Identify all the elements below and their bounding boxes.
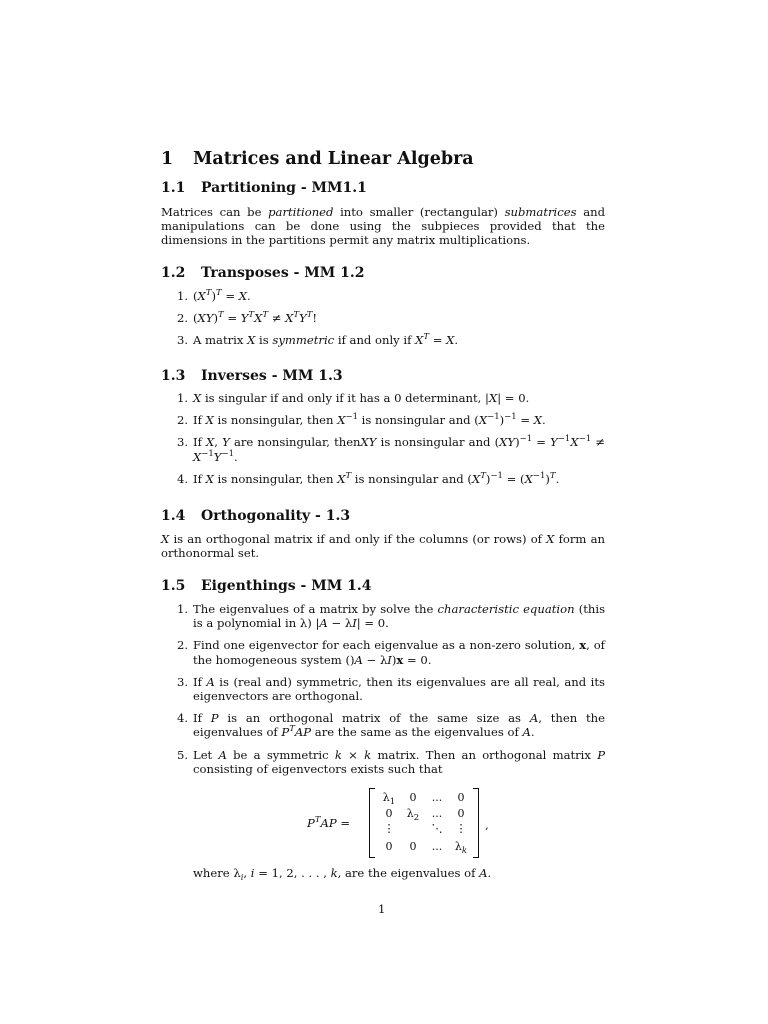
- right-bracket: [473, 788, 479, 858]
- subsection-title: Partitioning - MM1.1: [201, 180, 367, 196]
- diagonal-matrix: [369, 788, 479, 856]
- list-item: 3. If X, Y are nonsingular, thenXY is nonsingular and $(XY)^{-1} = Y^{-1}X^{-1} \ne X^{-1}Y^{-1}$.: [177, 434, 606, 464]
- matrix-cell: $\lambda_k$: [454, 840, 468, 856]
- matrix-comma: ,: [485, 818, 489, 832]
- matrix-cell: 0: [409, 840, 417, 853]
- eigen-matrix-equation: [161, 788, 605, 858]
- orthogonality-paragraph: X is an orthogonal matrix if and only if the columns (or rows) of X form an orthonormal set.: [161, 532, 605, 561]
- list-item: 1. $(X^T)^T = X$.: [177, 288, 251, 303]
- section-title: Matrices and Linear Algebra: [193, 149, 474, 169]
- matrix-cell: $\lambda_2$: [406, 807, 420, 823]
- matrix-cell: 0: [409, 791, 417, 804]
- eigenthings-list: [161, 602, 605, 776]
- subsection-heading-transposes: 1.2 Transposes - MM 1.2: [161, 265, 365, 281]
- list-item: 3. If A is (real and) symmetric, then its eigenvalues are all real, and its eigenvectors are orthogonal.: [177, 674, 605, 704]
- subsection-number: 1.1: [161, 180, 186, 196]
- matrix-lhs: $P^TAP$ =: [307, 815, 351, 830]
- list-item: 2. If X is nonsingular, then $X^{-1}$ is nonsingular and $(X^{-1})^{-1} = X$.: [177, 412, 546, 428]
- partitioning-paragraph: Matrices can be partitioned into smaller (rectangular) submatrices and manipulations can be done using the subpieces provided that the dimensions in the partitions permit any matrix multiplications.: [161, 205, 605, 248]
- section-number: 1: [161, 149, 174, 169]
- page-number: 1: [378, 902, 386, 916]
- list-item: 3. A matrix X is symmetric if and only if $X^T = X$.: [177, 332, 459, 348]
- left-bracket: [369, 788, 375, 858]
- matrix-cell: ⋮: [383, 822, 395, 835]
- matrix-cell: 0: [457, 807, 465, 820]
- list-item: 4. If X is nonsingular, then $X^T$ is nonsingular and $(X^T)^{-1} = (X^{-1})^T$.: [177, 470, 560, 486]
- matrix-cell: $\lambda_1$: [382, 791, 396, 807]
- list-item: 4. If P is an orthogonal matrix of the same size as A, then the eigenvalues of $P^TAP$ are the same as the eigenvalues of A.: [177, 711, 606, 740]
- matrix-cell: 0: [385, 840, 393, 853]
- list-item: 2. Find one eigenvector for each eigenvalue as a non-zero solution, x, of the homogeneous system ()A − λI)x = 0.: [177, 638, 605, 667]
- transposes-list: [161, 289, 605, 348]
- list-item: 1. X is singular if and only if it has a 0 determinant, |X| = 0.: [177, 391, 530, 405]
- list-item: 1. The eigenvalues of a matrix by solve the characteristic equation (this is a polynomial in λ) |A − λI| = 0.: [177, 602, 606, 631]
- matrix-cell: ...: [431, 791, 443, 804]
- subsection-heading-partitioning: [161, 179, 367, 197]
- matrix-cell: ...: [431, 807, 443, 820]
- subsection-heading-inverses: 1.3 Inverses - MM 1.3: [161, 368, 343, 384]
- list-item: 2. $(XY)^T = Y^TX^T \ne X^TY^T$!: [177, 310, 318, 326]
- matrix-cell: 0: [385, 807, 393, 820]
- matrix-cell: ⋮: [455, 822, 467, 835]
- subsection-heading-orthogonality: 1.4 Orthogonality - 1.3: [161, 508, 351, 524]
- inverses-list: [161, 391, 605, 486]
- subsection-heading-eigenthings: 1.5 Eigenthings - MM 1.4: [161, 578, 372, 594]
- section-heading: [161, 148, 474, 170]
- matrix-cell: ...: [431, 840, 443, 853]
- eigenvalue-note: where $\lambda_i$, i = 1, 2, . . . , k, are the eigenvalues of A.: [193, 866, 492, 883]
- list-item: 5. Let A be a symmetric k × k matrix. Then an orthogonal matrix P consisting of eigenvectors exists such that: [177, 747, 606, 776]
- matrix-cell: ⋱: [431, 822, 443, 835]
- matrix-cell: 0: [457, 791, 465, 804]
